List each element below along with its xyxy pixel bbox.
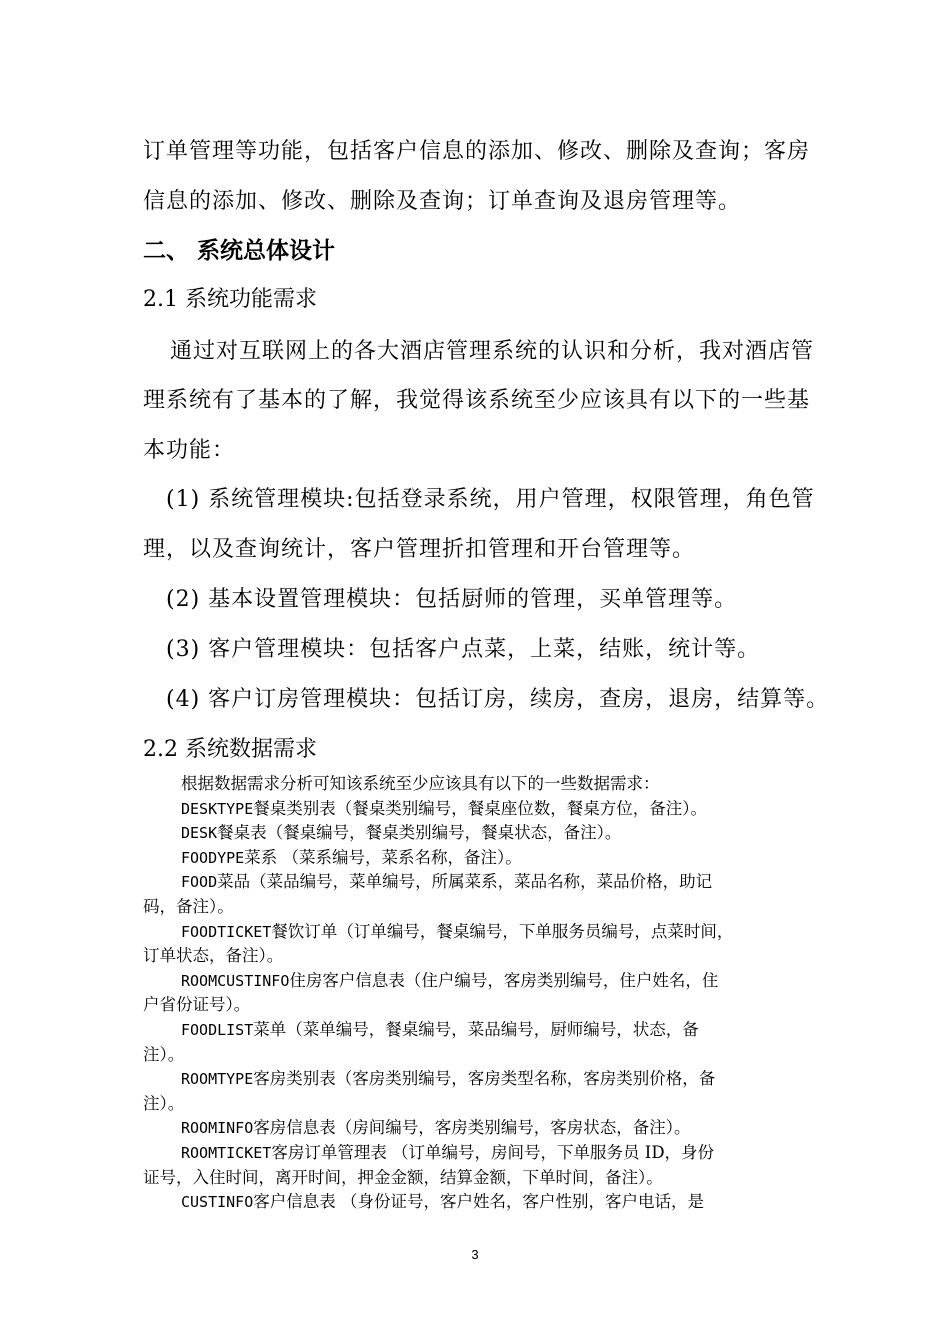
data-requirement-line	[181, 772, 660, 796]
table-description: 订单状态，备注）。	[143, 946, 284, 966]
table-description: 住房客户信息表（住户编号，客房类别编号，住户姓名，住	[289, 970, 719, 990]
table-code: FOOD	[181, 873, 218, 892]
data-requirement-line	[181, 797, 707, 821]
data-requirement-line	[181, 1190, 704, 1214]
data-requirement-line	[181, 821, 621, 845]
list-item-1-line-2: 理，以及查询统计，客户管理折扣管理和开台管理等。	[143, 537, 696, 562]
list-item-2: (2) 基本设置管理模块：包括厨师的管理，买单管理等。	[166, 587, 738, 612]
table-description: 餐桌类别表（餐桌类别编号，餐桌座位数，餐桌方位，备注）。	[253, 798, 707, 818]
table-description: 客户信息表 （身份证号，客户姓名，客户性别，客户电话，是	[253, 1192, 704, 1212]
table-description: 码，备注）。	[143, 897, 234, 916]
subsection-2-1-heading: 2.1 系统功能需求	[143, 287, 317, 312]
table-description: 注）。	[143, 1093, 185, 1113]
data-requirement-line	[181, 1067, 715, 1091]
table-description: 户省份证号）。	[143, 995, 251, 1015]
list-item-3: (3) 客户管理模块：包括客户点菜，上菜，结账，统计等。	[166, 637, 761, 662]
data-requirement-line	[181, 1141, 714, 1165]
data-requirement-line	[181, 969, 718, 993]
subsection-2-2-heading: 2.2 系统数据需求	[143, 737, 317, 762]
table-code: FOODYPE	[181, 848, 245, 867]
table-code: ROOMINFO	[181, 1119, 254, 1138]
data-requirement-line	[143, 895, 234, 919]
table-description: 菜品（菜品编号，菜单编号，所属菜系，菜品名称，菜品价格，助记	[217, 872, 713, 892]
table-description: 客房类别表（客房类别编号，客房类型名称，客房类别价格，备	[253, 1069, 716, 1089]
data-requirement-line	[143, 1166, 663, 1190]
table-code: FOODLIST	[181, 1021, 254, 1039]
intro-line-2: 信息的添加、修改、删除及查询；订单查询及退房管理等。	[143, 189, 742, 214]
data-requirement-line	[181, 1116, 691, 1140]
table-description: 根据数据需求分析可知该系统至少应该具有以下的一些数据需求：	[181, 774, 660, 793]
data-requirement-line	[143, 993, 250, 1017]
table-code: CUSTINFO	[181, 1193, 254, 1212]
table-code: ROOMTICKET	[181, 1144, 272, 1162]
table-description: 菜单（菜单编号，餐桌编号，菜品编号，厨师编号，状态，备	[253, 1020, 699, 1039]
table-description: 餐桌表（餐桌编号，餐桌类别编号，餐桌状态，备注）。	[217, 823, 622, 843]
data-requirement-line	[143, 1092, 184, 1116]
paragraph-line-3: 本功能：	[143, 438, 236, 463]
list-item-1-line-1: (1) 系统管理模块:包括登录系统，用户管理，权限管理，角色管	[166, 487, 815, 512]
table-description: 餐饮订单（订单编号，餐桌编号，下单服务员编号，点菜时间，	[271, 921, 734, 941]
data-requirement-line	[181, 846, 522, 870]
data-requirement-line	[143, 1043, 184, 1067]
data-requirement-line	[181, 1018, 699, 1042]
table-code: ROOMTYPE	[181, 1070, 254, 1089]
data-requirement-line	[181, 920, 733, 944]
page-number: 3	[471, 1247, 479, 1262]
table-description: 证号，入住时间，离开时间，押金金额，结算金额，下单时间，备注）。	[143, 1167, 663, 1187]
section-2-heading: 二、 系统总体设计	[143, 238, 336, 264]
table-description: 客房订单管理表 （订单编号，房间号，下单服务员 ID，身份	[271, 1143, 715, 1162]
table-code: FOODTICKET	[181, 922, 272, 941]
data-requirement-line	[143, 944, 283, 968]
table-code: DESK	[181, 824, 218, 843]
paragraph-line-1: 通过对互联网上的各大酒店管理系统的认识和分析，我对酒店管	[170, 339, 815, 364]
intro-line-1: 订单管理等功能，包括客户信息的添加、修改、删除及查询；客房	[143, 139, 811, 164]
list-item-4: (4) 客户订房管理模块：包括订房，续房，查房，退房，结算等。	[166, 687, 830, 712]
data-requirement-line	[181, 870, 712, 894]
table-description: 菜系 （菜系编号，菜系名称，备注）。	[244, 847, 522, 867]
paragraph-line-2: 理系统有了基本的了解，我觉得该系统至少应该具有以下的一些基	[143, 388, 811, 413]
table-description: 客房信息表（房间编号，客房类别编号，客房状态，备注）。	[253, 1118, 691, 1138]
table-description: 注）。	[143, 1044, 185, 1064]
table-code: DESKTYPE	[181, 799, 254, 818]
table-code: ROOMCUSTINFO	[181, 971, 290, 990]
